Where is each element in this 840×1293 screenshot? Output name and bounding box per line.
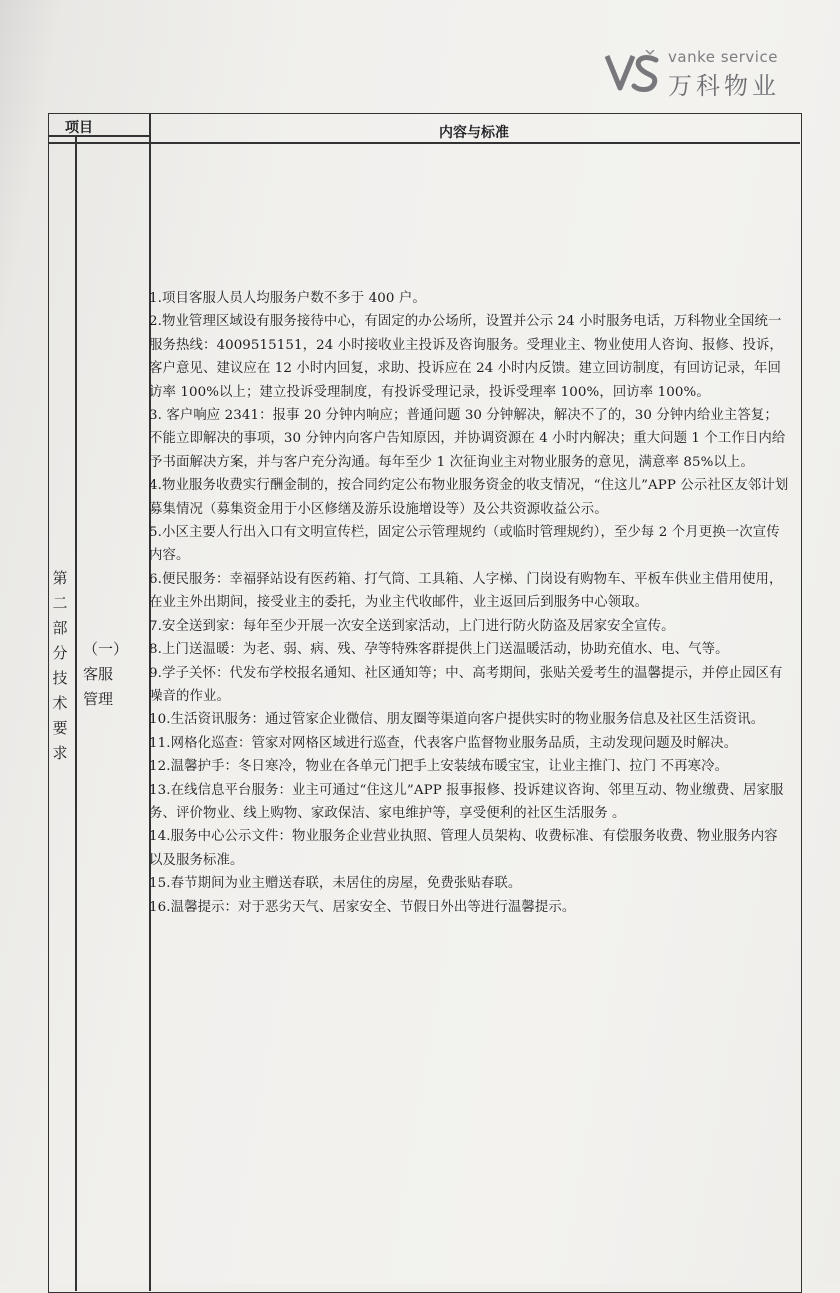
list-item: 16.温馨提示：对于恶劣天气、居家安全、节假日外出等进行温馨提示。 xyxy=(149,899,576,915)
header-content: 内容与标准 xyxy=(439,125,509,141)
list-item: 13.在线信息平台服务：业主可通过“住这儿”APP 报事报修、投诉建议咨询、邻里互动、物业缴费、居家服务、评价物业、线上购物、家政保洁、家电维护等，享受便利的社区生活服务 。 xyxy=(149,782,784,821)
part-label-text: 第二部分 技术要求 xyxy=(52,569,68,762)
list-item: 10.生活资讯服务：通过管家企业微信、朋友圈等渠道向客户提供实时的物业服务信息及社区生活资讯。 xyxy=(149,712,765,728)
list-item: 3. 客户响应 2341：报事 20 分钟内响应；普通问题 30 分钟解决，解决不了的，30 分钟内给业主答复；不能立即解决的事项，30 分钟内向客户告知原因，并协调资源在 4 小时内解决；重大问题 1 个工作日内给予书面解决方案，并与客户充分沟通。每年至少 1 次征询业主对物业服务的意见，满意率 85%以上。 xyxy=(149,408,786,470)
list-item: 8.上门送温暖：为老、弱、病、残、孕等特殊客群提供上门送温暖活动，协助充值水、电、气等。 xyxy=(149,642,729,658)
list-item: 2.物业管理区域设有服务接待中心，有固定的办公场所，设置并公示 24 小时服务电话，万科物业全国统一服务热线：4009515151，24 小时接收业主投诉及咨询服务。受理业主、物业使用人咨询、报修、投诉，客户意见、建议应在 12 小时内回复，求助、投诉应在 24 小时内反馈。建立回访制度，有回访记录，年回访率 100%以上；建立投诉受理制度，有投诉受理记录，投诉受理率 100%，回访率 100%。 xyxy=(149,314,783,400)
logo-english-text: vanke service xyxy=(668,48,778,66)
list-item: 12.温馨护手：冬日寒冷，物业在各单元门把手上安装绒布暖宝宝，让业主推门、拉门 不再寒冷。 xyxy=(149,759,729,775)
list-item: 14.服务中心公示文件：物业服务企业营业执照、管理人员架构、收费标准、有偿服务收费、物业服务内容以及服务标准。 xyxy=(149,829,778,868)
list-item: 6.便民服务：幸福驿站设有医药箱、打气筒、工具箱、人字梯、门岗设有购物车、平板车供业主借用使用，在业主外出期间，接受业主的委托，为业主代收邮件，业主返回后到服务中心领取。 xyxy=(149,571,783,611)
list-item: 9.学子关怀：代发布学校报名通知、社区通知等；中、高考期间，张贴关爱考生的温馨提示，并停止园区有噪音的作业。 xyxy=(149,665,783,704)
header-item: 项目 xyxy=(65,120,93,136)
list-item: 1.项目客服人员人均服务户数不多于 400 户。 xyxy=(149,291,426,306)
vanke-service-logo xyxy=(604,44,804,104)
list-item: 11.网格化巡查：管家对网格区域进行巡查，代表客户监督物业服务品质，主动发现问题及时解决。 xyxy=(149,735,738,751)
standards-table xyxy=(48,113,802,1293)
part-label xyxy=(49,566,71,766)
list-item: 15.春节期间为业主赠送春联，未居住的房屋，免费张贴春联。 xyxy=(149,876,522,892)
list-item: 7.安全送到家：每年至少开展一次安全送到家活动，上门进行防火防盗及居家安全宣传。 xyxy=(149,618,675,634)
vs-logo-icon xyxy=(604,50,662,94)
logo-chinese-text: 万科物业 xyxy=(668,72,780,100)
list-item: 5.小区主要人行出入口有文明宣传栏，固定公示管理规约（或临时管理规约），至少每 2 个月更换一次宣传内容。 xyxy=(149,525,780,564)
list-item: 4.物业服务收费实行酬金制的，按合同约定公布物业服务资金的收支情况，“住这儿”APP 公示社区友邻计划募集情况（募集资金用于小区修缮及游乐设施增设等）及公共资源收益公示。 xyxy=(149,478,789,517)
sub-label xyxy=(83,637,129,712)
content-list xyxy=(149,287,789,919)
sub-label-text: （一）客服管理 xyxy=(83,640,129,708)
